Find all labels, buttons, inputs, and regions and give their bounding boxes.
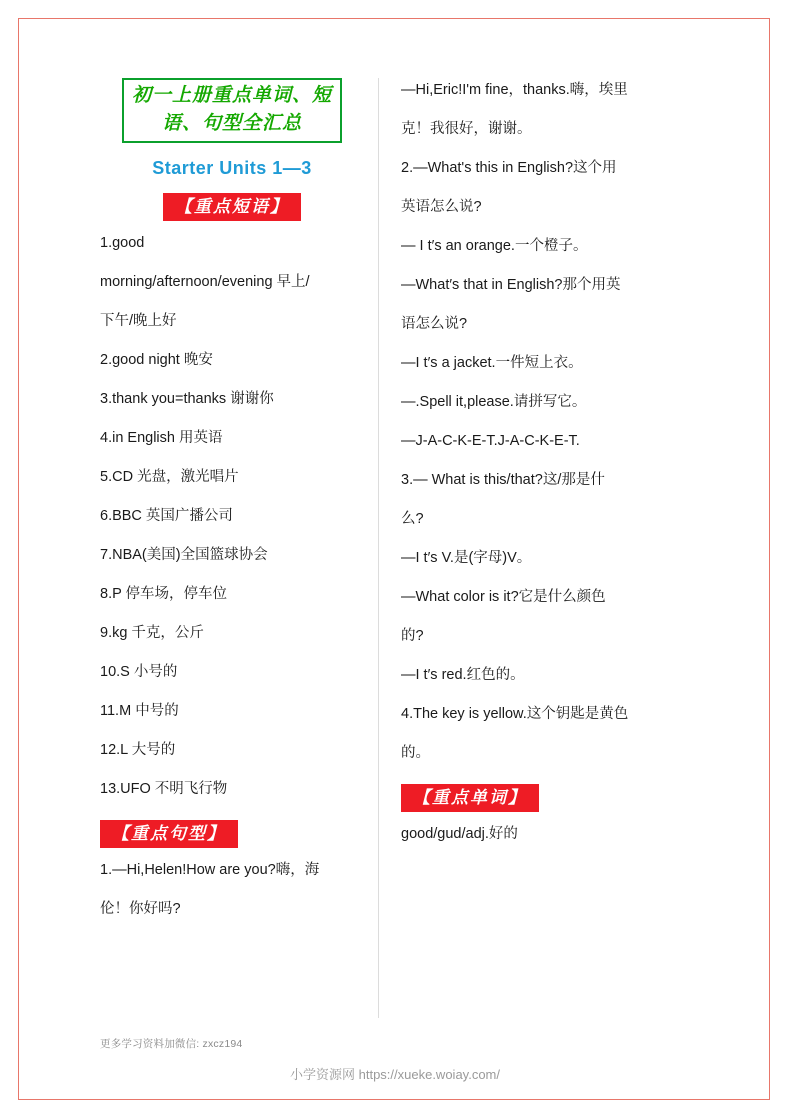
sentence-line: —J-A-C-K-E-T.J-A-C-K-E-T.	[401, 433, 580, 449]
phrase-line: morning/afternoon/evening 早上/	[100, 274, 310, 290]
sentence-line: 1.—Hi,Helen!How are you?嗨，海	[100, 862, 320, 878]
title-box	[122, 78, 342, 143]
section-phrases-label: 【重点短语】	[163, 193, 301, 221]
phrase-line: 11.M 中号的	[100, 703, 179, 719]
sentence-line: —I t′s a jacket.一件短上衣。	[401, 355, 583, 371]
phrase-line: 5.CD 光盘，激光唱片	[100, 469, 239, 485]
sentence-line: —What′s that in English?那个用英	[401, 277, 621, 293]
sentence-line: 的。	[401, 745, 430, 761]
phrase-line: 3.thank you=thanks 谢谢你	[100, 391, 274, 407]
phrase-line: 10.S 小号的	[100, 664, 178, 680]
sentence-line: —I t′s V.是(字母)V。	[401, 550, 532, 566]
phrase-line: 9.kg 千克，公斤	[100, 625, 204, 641]
section-sentences-header	[100, 816, 364, 858]
sentence-line: —I t′s red.红色的。	[401, 667, 525, 683]
sentence-line: 么?	[401, 511, 424, 527]
sentence-line: —Hi,Eric!I'm fine，thanks.嗨，埃里	[401, 82, 628, 98]
phrase-line: 1.good	[100, 235, 145, 251]
sentence-line: — I t′s an orange.一个橙子。	[401, 238, 588, 254]
title-block	[100, 78, 364, 148]
document-subtitle: Starter Units 1—3	[152, 158, 312, 178]
left-column	[100, 78, 378, 1018]
phrase-line: 12.L 大号的	[100, 742, 176, 758]
phrase-line: 13.UFO 不明飞行物	[100, 781, 228, 797]
two-column-body	[100, 78, 690, 1018]
watermark: 小学资源网 https://xueke.woiay.com/	[290, 1067, 500, 1082]
phrase-line: 2.good night 晚安	[100, 352, 213, 368]
phrase-line: 下午/晚上好	[100, 313, 177, 329]
sentence-line: —What color is it?它是什么颜色	[401, 589, 606, 605]
phrase-line: 8.P 停车场，停车位	[100, 586, 228, 602]
sentence-line: 3.— What is this/that?这/那是什	[401, 472, 605, 488]
document-title-line-1: 初一上册重点单词、短	[131, 85, 332, 106]
section-phrases-header	[100, 189, 364, 231]
document-title-line-2: 语、句型全汇总	[161, 113, 302, 134]
section-words-label: 【重点单词】	[401, 784, 539, 812]
section-words-header	[401, 780, 656, 822]
word-line: good/gud/adj.好的	[401, 826, 518, 842]
sentence-line: 2.—What's this in English?这个用	[401, 160, 617, 176]
phrase-line: 4.in English 用英语	[100, 430, 223, 446]
sentence-line: —.Spell it,please.请拼写它。	[401, 394, 587, 410]
sentence-line: 英语怎么说?	[401, 199, 482, 215]
phrase-line: 6.BBC 英国广播公司	[100, 508, 233, 524]
sentence-line: 克！我很好，谢谢。	[401, 121, 532, 137]
sentence-line: 的?	[401, 628, 424, 644]
sentence-line: 4.The key is yellow.这个钥匙是黄色	[401, 706, 629, 722]
section-sentences-label: 【重点句型】	[100, 820, 238, 848]
phrase-line: 7.NBA(美国)全国篮球协会	[100, 547, 268, 563]
footer-note: 更多学习资料加微信: zxcz194	[100, 1038, 243, 1050]
right-column	[378, 78, 656, 1018]
sentence-line: 伦！你好吗?	[100, 901, 181, 917]
sentence-line: 语怎么说?	[401, 316, 468, 332]
